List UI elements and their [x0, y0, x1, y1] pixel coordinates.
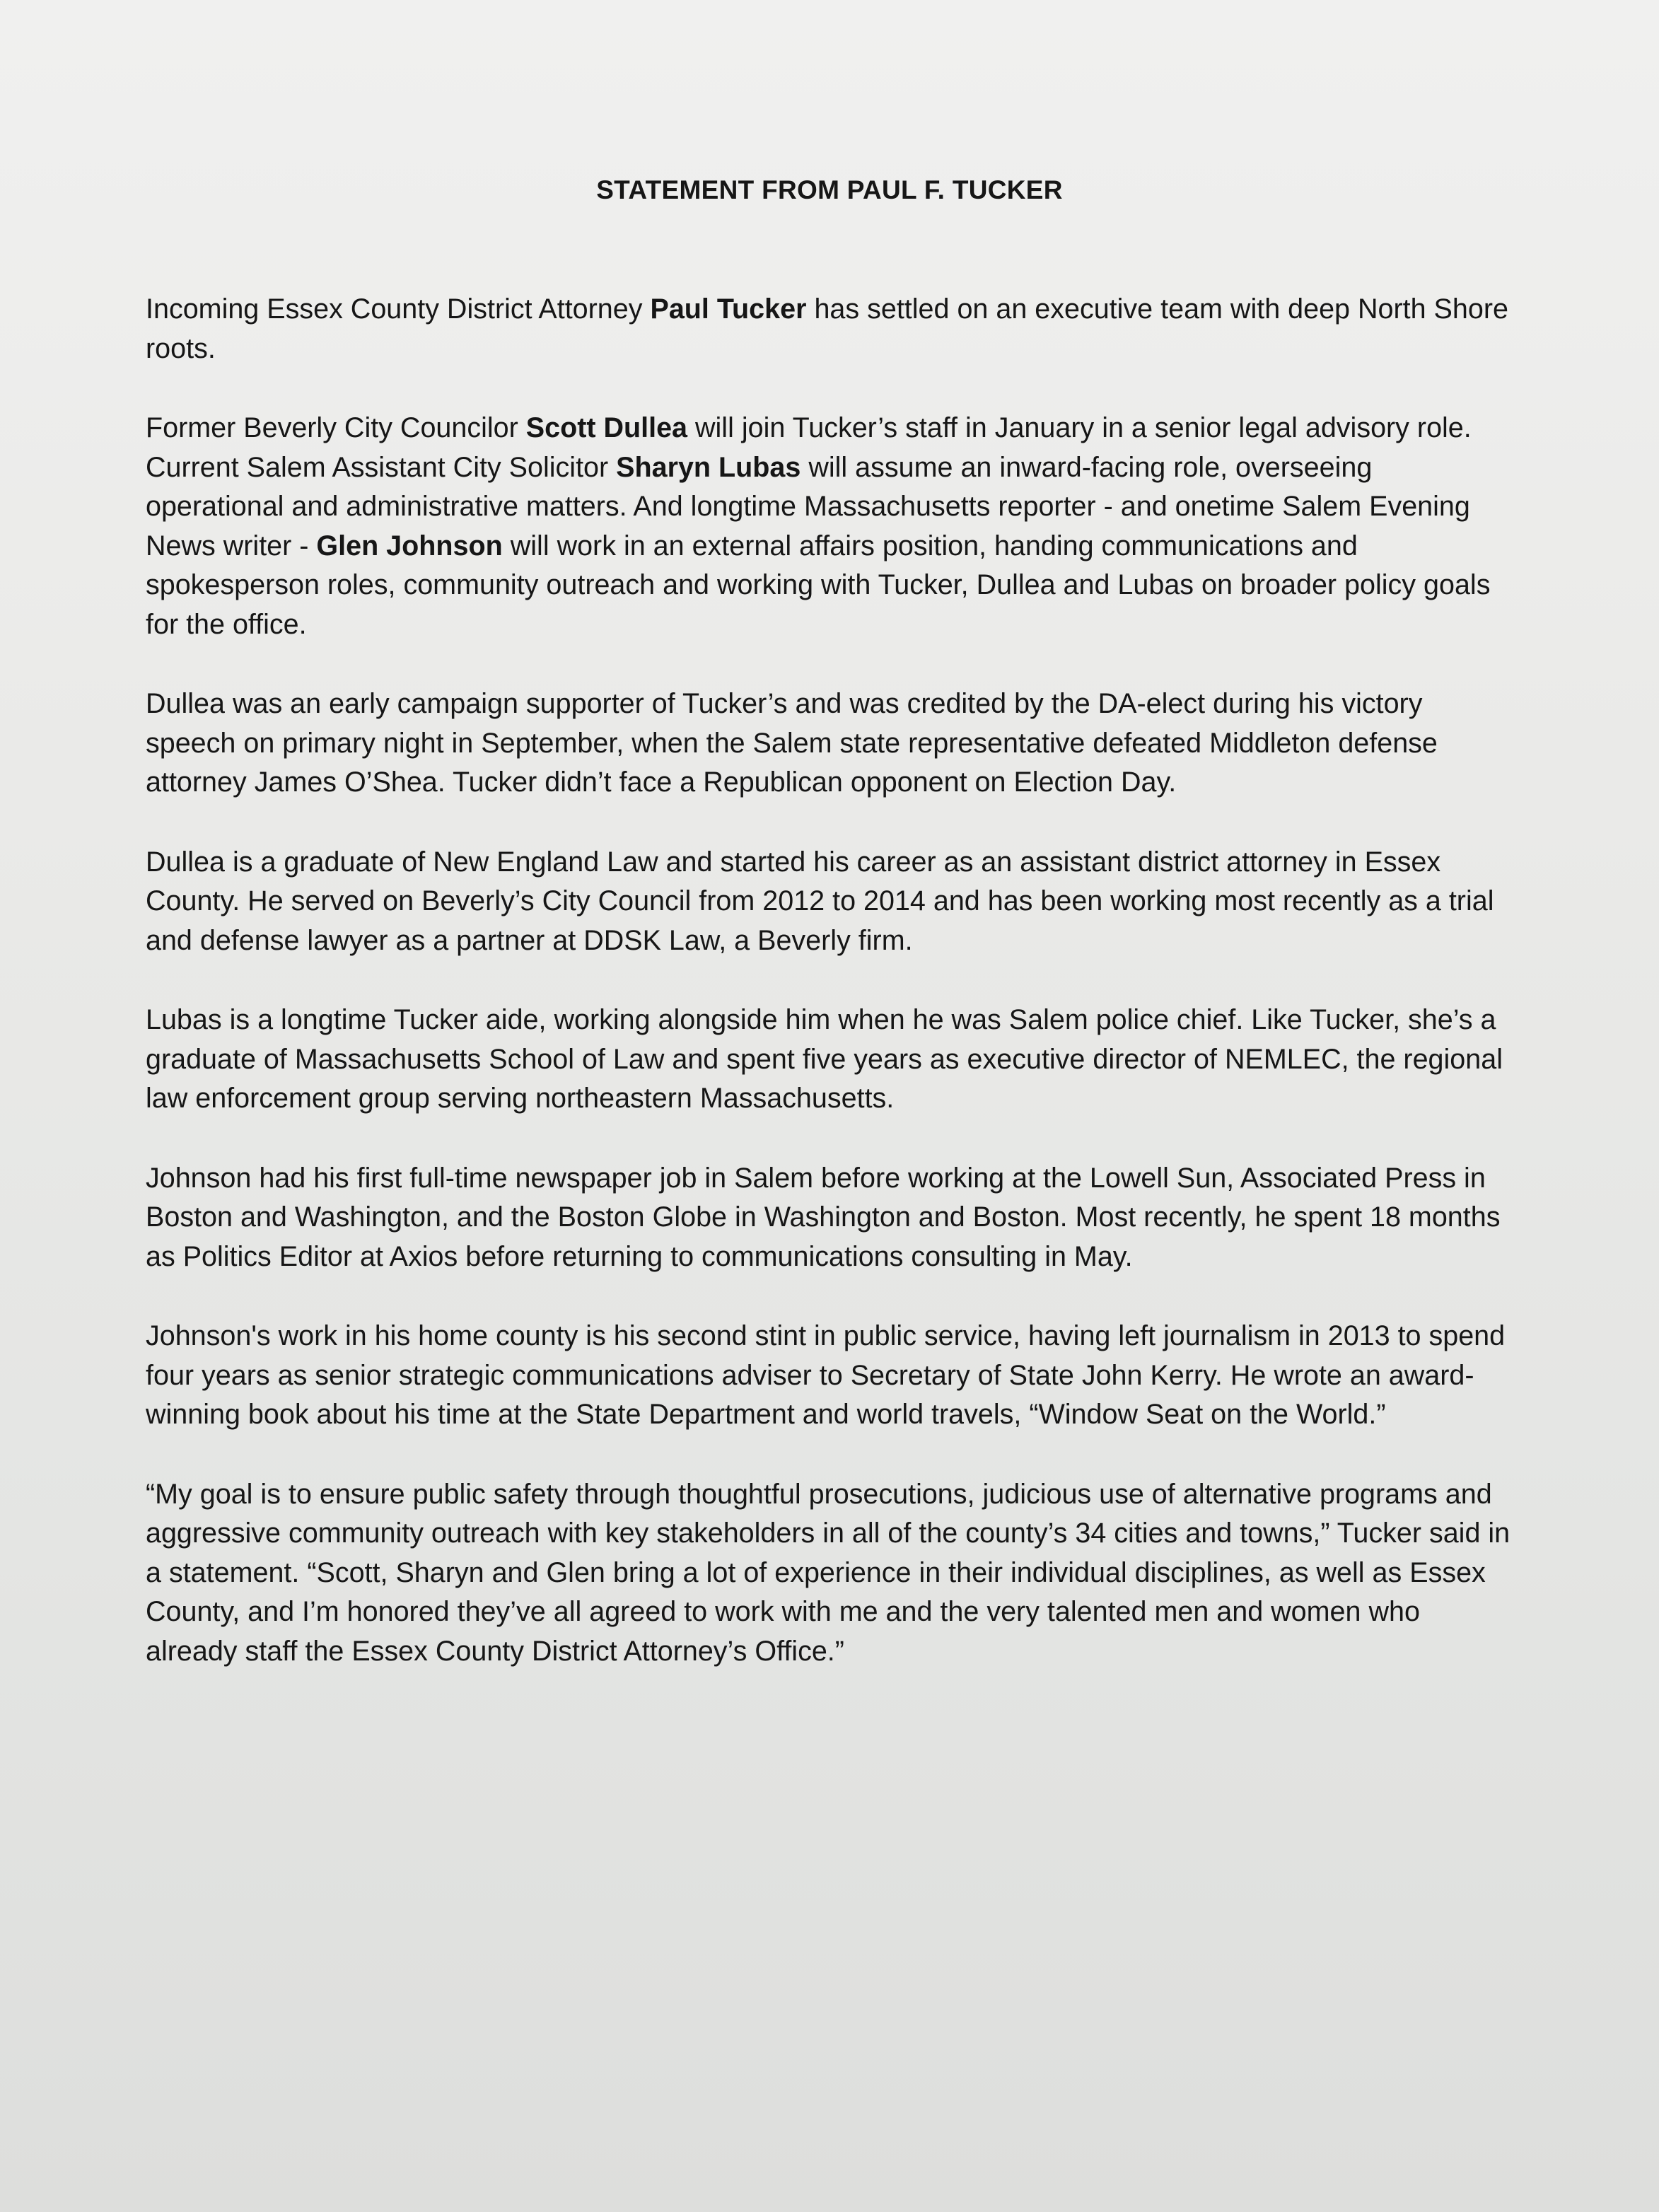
paragraph-text: Lubas is a longtime Tucker aide, working alongside him when he was Salem police chief. Like Tucker, she’s a graduate of Massachusetts School of Law and spent five years as executive director of NEMLEC, the regional law enforcement group serving northeastern Massachusetts. [146, 1004, 1503, 1114]
paragraph-text: will assume an inward-facing role, overseeing operational and administrative matters. And longtime Massachusetts reporter - and onetime Salem Evening News writer - [146, 451, 1470, 561]
paragraph-text: Incoming Essex County District Attorney [146, 293, 651, 325]
paragraph-dullea-bio [146, 843, 1510, 961]
paragraph-intro [146, 290, 1510, 368]
paragraph-text: Johnson's work in his home county is his second stint in public service, having left journalism in 2013 to spend four years as senior strategic communications adviser to Secretary of State John Kerry. He wrote an award-winning book about his time at the State Department and world travels, “Window Seat on the World.” [146, 1320, 1506, 1430]
document-title: STATEMENT FROM PAUL F. TUCKER [596, 175, 1063, 204]
paragraph-team [146, 409, 1510, 644]
paragraph-johnson-service [146, 1317, 1510, 1435]
paragraph-text: Dullea was an early campaign supporter of Tucker’s and was credited by the DA-elect during his victory speech on primary night in September, when the Salem state representative defeated Middleton defense attorney James O’Shea. Tucker didn’t face a Republican opponent on Election Day. [146, 688, 1438, 798]
paragraph-text: Johnson had his first full-time newspaper job in Salem before working at the Lowell Sun, Associated Press in Boston and Washington, and the Boston Globe in Washington and Boston. Most recently, he spent 18 months as Politics Editor at Axios before returning to communications consulting in May. [146, 1162, 1501, 1272]
paragraph-text: “My goal is to ensure public safety through thoughtful prosecutions, judicious use of alternative programs and aggressive community outreach with key stakeholders in all of the county’s 34 cities and towns,” Tucker said in a statement. “Scott, Sharyn and Glen bring a lot of experience in their individual disciplines, as well as Essex County, and I’m honored they’ve all agreed to work with me and the very talented men and women who already staff the Essex County District Attorney’s Office.” [146, 1478, 1510, 1667]
document-body [146, 290, 1510, 1711]
name-sharyn-lubas: Sharyn Lubas [616, 451, 801, 483]
paragraph-tucker-quote [146, 1475, 1510, 1672]
paragraph-text: Former Beverly City Councilor [146, 412, 526, 443]
paragraph-text: Dullea is a graduate of New England Law and started his career as an assistant district attorney in Essex County. He served on Beverly’s City Council from 2012 to 2014 and has been working most recently as a trial and defense lawyer as a partner at DDSK Law, a Beverly firm. [146, 846, 1494, 956]
paragraph-text: will work in an external affairs position, handing communications and spokesperson roles, community outreach and working with Tucker, Dullea and Lubas on broader policy goals for the office. [146, 530, 1491, 640]
paragraph-lubas-bio [146, 1001, 1510, 1119]
paragraph-text: will join Tucker’s staff in January in a senior legal advisory role. Current Salem Assistant City Solicitor [146, 412, 1472, 483]
name-glen-johnson: Glen Johnson [316, 530, 503, 561]
paragraph-dullea-campaign [146, 685, 1510, 803]
name-paul-tucker: Paul Tucker [650, 293, 807, 325]
paragraph-johnson-career [146, 1159, 1510, 1277]
paragraph-text: has settled on an executive team with deep North Shore roots. [146, 293, 1508, 364]
name-scott-dullea: Scott Dullea [525, 412, 688, 443]
